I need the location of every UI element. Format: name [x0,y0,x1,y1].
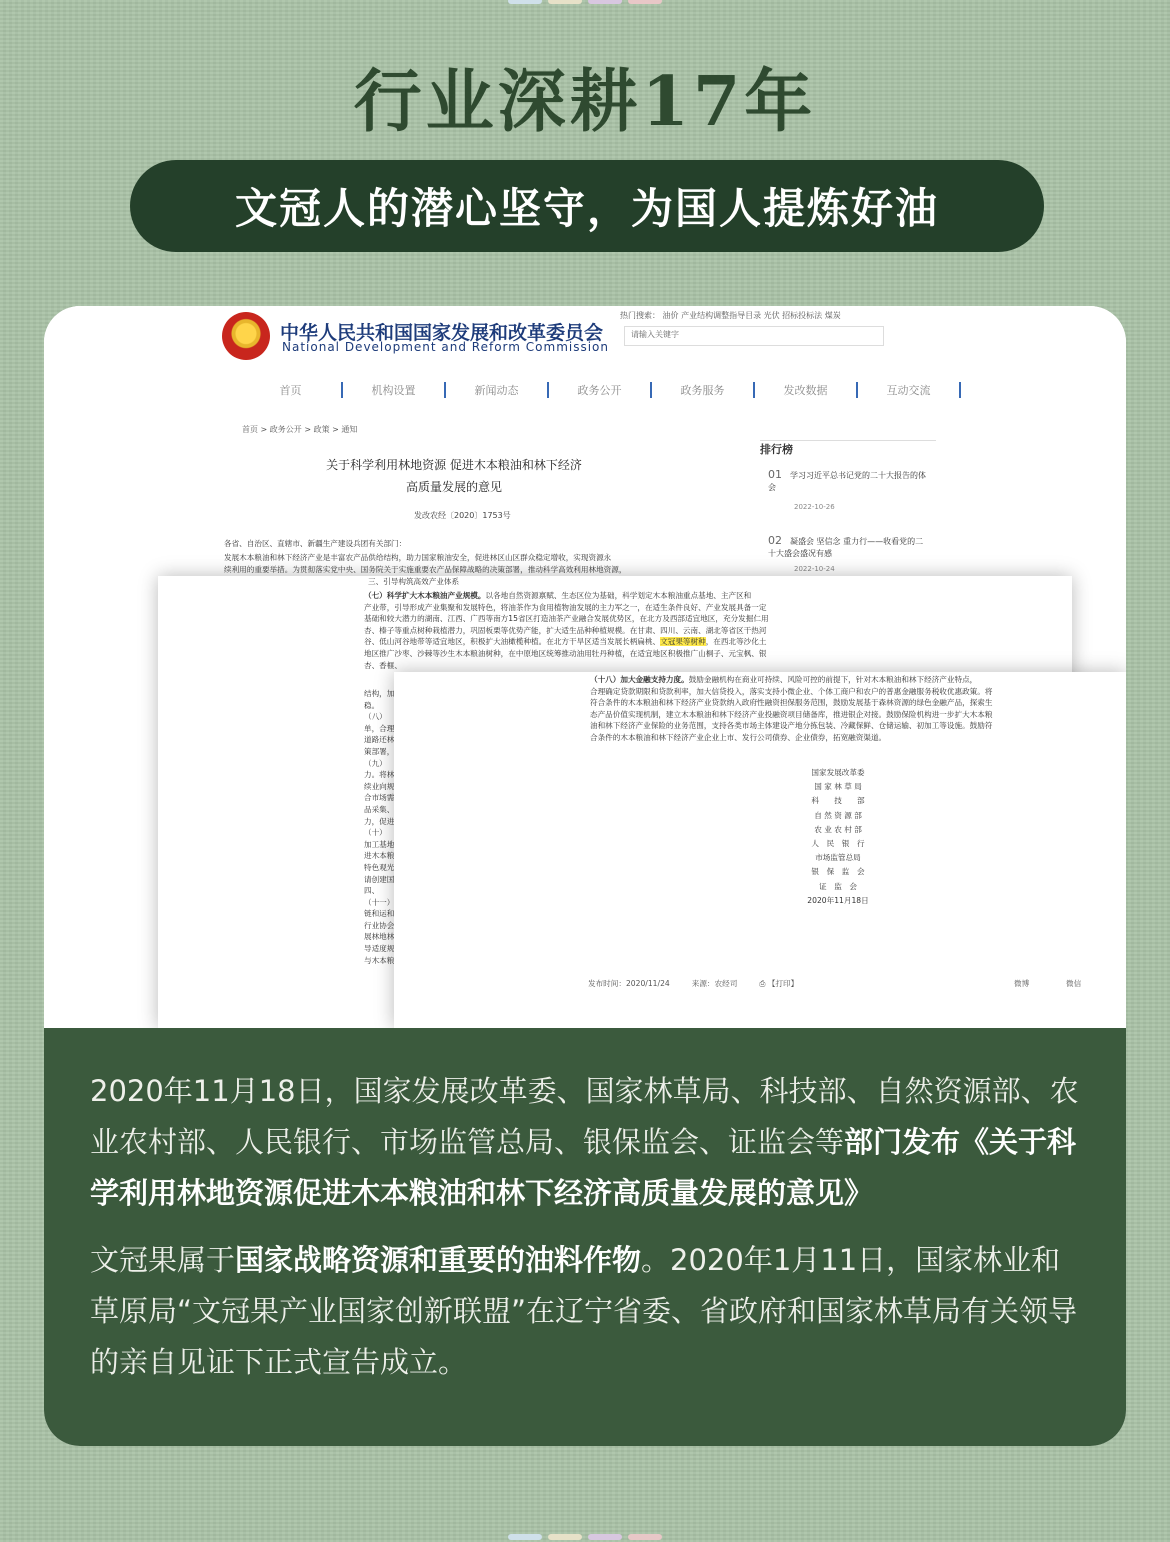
signer: 国家发展改革委 [811,768,865,777]
signer: 银 保 监 会 [811,867,865,877]
document-screenshot [44,306,1126,1028]
item-7-line: 基础和较大潜力的湖南、江西、广西等南方15省区打造油茶产业融合发展优势区，在北方及西部适宜地区，充分发掘仁用 [364,614,769,624]
nav-item: 新闻动态 [446,382,549,398]
highlighted-text: 文冠果等树种 [660,637,706,647]
item-7-line: 杏、榛子等重点树种栽植潜力，巩固板栗等优势产能，扩大适生品种种植规模。在甘肃、四川、云南、湖北等省区干热河 [364,625,767,635]
item-7-lead: （七）科学扩大木本粮油产业规模。 [364,591,486,600]
item-18-line: 符合条件的木本粮油和林下经济产业贷款纳入政府性融资担保服务范围，鼓励发展基于森林资源的绿色金融产品，探索生 [590,698,993,708]
signer: 农 业 农 村 部 [814,824,862,834]
fragment: 稳。 [364,700,380,710]
bottom-decoration [508,1534,662,1540]
paragraph-2-prefix: 文冠果属于 [90,1243,236,1277]
fragment: 续业向规 [364,781,395,791]
ranking-number: 01 [768,468,782,481]
fragment: 单，合理 [364,723,395,733]
fragment: （十一） [364,897,395,907]
document-source: 来源：农经司 [691,979,738,988]
ranking-text: 凝盛会 坚信念 重力行——收看党的二十大盛会盛况有感 [768,537,924,558]
document-number: 发改农经〔2020〕1753号 [414,511,511,520]
ranking-number: 02 [768,534,782,547]
paragraph-1-bold: 部门发布《关于科学利用林地资源促进木本粮油和林下经济高质量发展的意见》 [90,1125,1077,1210]
intro-text [224,552,784,575]
site-name-cn: 中华人民共和国国家发展和改革委员会 [280,322,604,344]
nav-item: 政务公开 [549,382,652,398]
page-title: 行业深耕17年 [353,62,817,142]
item-7-line: ，在西北等沙化土 [705,637,767,647]
ranking-text: 学习习近平总书记党的二十大报告的体会 [768,471,926,492]
fragment: 品采集、 [364,804,395,814]
item-7-line: 产业带，引导形成产业集聚和发展特色，将油茶作为食用植物油发展的主力军之一，在适生条件良好、产业发展具备一定 [364,602,767,612]
fragment: （十） [364,828,387,838]
signer: 国 家 林 草 局 [814,782,862,792]
search-input: 请输入关键字 [624,326,884,346]
fragment: 导适度规 [364,944,395,954]
paragraph-2-text: 。2020年1月11日，国家林业和草原局“文冠果产业国家创新联盟”在辽宁省委、省政府和国家林草局有关领导的亲自见证下正式宣告成立。 [90,1243,1078,1379]
fragment: 力，促进 [364,816,395,826]
paragraph-2 [90,1235,1082,1388]
ranking-panel [760,440,936,571]
print-label: 【打印】 [767,979,799,988]
subtitle-text: 文冠人的潜心坚守，为国人提炼好油 [234,184,939,233]
signer: 证 监 会 [819,881,857,891]
item-18-line: 合条件的木本粮油和林下经济产业企业上市、发行公司债券、企业债券，拓宽融资渠道。 [590,732,887,742]
paragraph-1-text: 2020年11月18日，国家发展改革委、国家林草局、科技部、自然资源部、农业农村部、人民银行、市场监管总局、银保监会、证监会等 [90,1074,1079,1159]
item-18-line: 合理确定贷款期限和贷款利率，加大信贷投入，落实支持小微企业、个体工商户和农户的普惠金融服务税收优惠政策。将 [590,686,993,696]
publish-time: 发布时间：2020/11/24 [588,979,670,988]
site-nav [240,382,961,398]
breadcrumb: 首页 > 政务公开 > 政策 > 通知 [242,425,358,434]
signer: 自 然 资 源 部 [814,810,862,820]
fragment: 进木本粮 [364,851,395,861]
item-7-line: 谷、低山河谷地带等适宜地区，积极扩大油橄榄种植。在北方干旱区适当发展长柄扁桃、 [364,637,661,647]
fragment: 道路还林 [364,735,395,745]
ranking-title: 排行榜 [760,443,793,456]
paragraph-2-bold: 国家战略资源和重要的油料作物 [235,1243,642,1277]
subtitle-banner [130,160,1044,252]
fragment: 合市场需 [364,793,395,803]
signer: 市场监管总局 [815,853,861,863]
hot-search: 热门搜索： 油价 产业结构调整指导目录 光伏 招标投标法 煤炭 [620,311,841,320]
fragment: （九） [364,758,387,768]
ranking-date: 2022-10-24 [794,565,835,573]
fragment: 行业协会 [364,920,395,930]
fragment: 结构，加 [364,689,395,698]
item-7-text [364,590,884,671]
ranking-date: 2022-10-26 [794,503,835,511]
nav-item: 互动交流 [858,382,961,398]
item-18-line: 油和林下经济产业保险的业务范围，支持各类市场主体建设产地分拣包装、冷藏保鲜、仓储运输、初加工等设施。鼓励符 [590,721,993,731]
description-panel [44,1028,1126,1446]
item-18-line: 态产品价值实现机制，建立木本粮油和林下经济产业投融资项目储备库，推进银企对接。鼓励保险机构进一步扩大木本粮 [590,709,993,719]
document-footer [588,978,798,989]
fragment: 请创建国 [364,874,395,884]
printer-icon: ⎙ [759,979,766,988]
fragment: 加工基地 [364,839,395,849]
item-18-line: 鼓励金融机构在商业可持续、风险可控的前提下，针对木本粮油和林下经济产业特点， [688,675,978,684]
nav-item: 首页 [240,382,343,398]
fragment: 力。将林 [364,770,395,780]
fragment: （八） [364,712,387,722]
item-18-lead: （十八）加大金融支持力度。 [590,675,689,684]
top-decoration [508,0,662,4]
document-title [304,454,604,498]
fragment: 与木本粮 [364,955,395,965]
fragment: 链和运和 [364,909,395,919]
ranking-item [768,535,928,560]
ranking-item [768,469,928,494]
nav-item: 发改数据 [755,382,858,398]
document-page-front [394,672,1126,1028]
print-link [759,978,798,989]
document-title-line: 关于科学利用林地资源 促进木本粮油和林下经济 [326,458,582,472]
intro-line: 续利用的重要举措。为贯彻落实党中央、国务院关于实施重要农产品保障战略的决策部署，推动科学高效利用林地资源， [224,564,627,574]
signing-departments [758,766,918,908]
site-name-en: National Development and Reform Commission [282,340,609,354]
nav-item: 政务服务 [652,382,755,398]
item-7-line: 地区推广沙枣、沙棘等沙生木本粮油树种，在中原地区统筹推动油用牡丹种植，在适宜地区积极推广山桐子、元宝枫、银 [364,648,767,658]
document-title-line: 高质量发展的意见 [405,480,502,494]
share-wechat: 微信 [1066,979,1082,988]
content-card [44,306,1126,1446]
signer: 科 技 部 [811,796,865,806]
signer: 人 民 银 行 [811,839,865,849]
item-7-line: 以各地自然资源禀赋、生态区位为基础，科学划定木本粮油重点基地、主产区和 [485,591,752,600]
emblem-icon [222,312,270,360]
fragment: 展林地林 [364,932,395,942]
item-7-line: 杏、香榧、 [364,660,402,670]
nav-item: 机构设置 [343,382,446,398]
intro-line: 发展木本粮油和林下经济产业是丰富农产品供给结构，助力国家粮油安全，促进林区山区群众稳定增收，实现资源永 [224,553,612,562]
fragment: 四、 [364,886,380,896]
share-weibo: 微博 [1014,979,1030,988]
salutation: 各省、自治区、直辖市、新疆生产建设兵团有关部门： [224,539,407,548]
fragment: 特色观光 [364,862,395,872]
item-18-text [590,674,1110,744]
section-heading: 三、引导构筑高效产业体系 [368,577,460,586]
fragment: 策部署， [364,746,395,756]
paragraph-1 [90,1066,1082,1219]
sign-date: 2020年11月18日 [807,895,869,905]
